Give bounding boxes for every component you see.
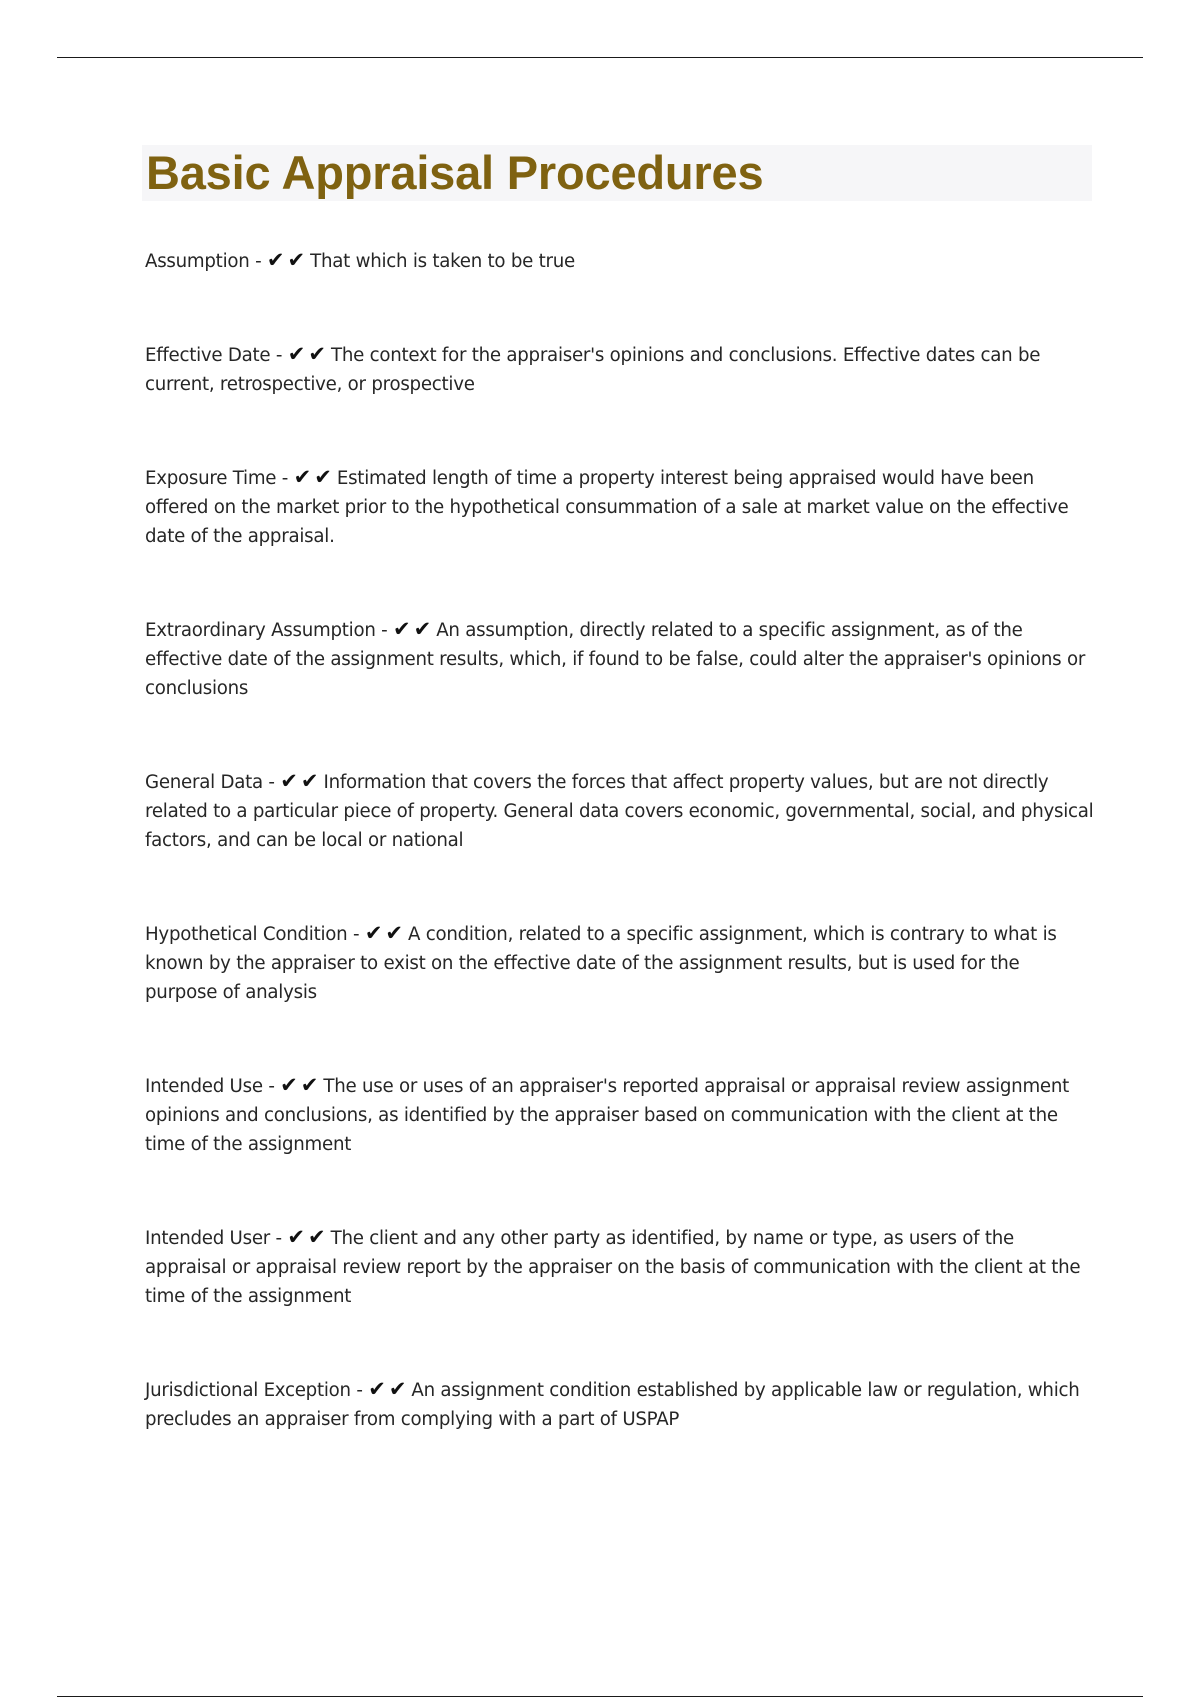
definition-entry-hypothetical-condition xyxy=(145,919,1095,1007)
definition-entry-exposure-time xyxy=(145,463,1095,551)
entry-separator: - xyxy=(270,1228,288,1249)
top-rule xyxy=(57,57,1143,58)
entry-definition: The context for the appraiser's opinions and conclusions. Effective dates can be current, retrospective, or prospective xyxy=(145,345,1041,395)
definition-entry-general-data xyxy=(145,767,1095,855)
entry-term: Intended User xyxy=(145,1228,271,1249)
definition-entry-jurisdictional-exception xyxy=(145,1375,1095,1434)
entry-term: Jurisdictional Exception xyxy=(145,1380,351,1401)
entry-definition: A condition, related to a specific assignment, which is contrary to what is known by the appraiser to exist on the effective date of the assignment results, but is used for the purpose of analysis xyxy=(145,924,1057,1003)
entry-definition: That which is taken to be true xyxy=(310,251,575,272)
double-check-icon: ✔✔ xyxy=(393,617,435,641)
definition-entry-assumption xyxy=(145,246,1095,276)
entry-separator: - xyxy=(276,468,294,489)
page-title: Basic Appraisal Procedures xyxy=(146,146,764,199)
definitions-list xyxy=(145,246,1095,1434)
double-check-icon: ✔✔ xyxy=(293,465,335,489)
definition-entry-extraordinary-assumption xyxy=(145,615,1095,703)
entry-separator: - xyxy=(350,1380,369,1401)
entry-term: General Data xyxy=(145,772,263,793)
definition-entry-intended-user xyxy=(145,1223,1095,1311)
double-check-icon: ✔✔ xyxy=(364,921,407,945)
entry-term: Effective Date xyxy=(145,345,271,366)
entry-separator: - xyxy=(375,620,393,641)
bottom-rule xyxy=(57,1696,1143,1697)
entry-term: Exposure Time xyxy=(145,468,277,489)
entry-separator: - xyxy=(262,772,281,793)
entry-term: Hypothetical Condition xyxy=(145,924,348,945)
definition-entry-intended-use xyxy=(145,1071,1095,1159)
entry-definition: An assignment condition established by applicable law or regulation, which precludes an appraiser from complying with a part of USPAP xyxy=(145,1380,1080,1430)
entry-separator: - xyxy=(262,1076,281,1097)
double-check-icon: ✔✔ xyxy=(287,342,329,366)
double-check-icon: ✔✔ xyxy=(368,1377,410,1401)
entry-separator: - xyxy=(347,924,365,945)
double-check-icon: ✔✔ xyxy=(280,1073,322,1097)
definition-entry-effective-date xyxy=(145,340,1095,399)
entry-term: Assumption xyxy=(145,251,250,272)
double-check-icon: ✔✔ xyxy=(280,769,322,793)
entry-definition: The client and any other party as identified, by name or type, as users of the appraisal or appraisal review report by the appraiser on the basis of communication with the client at the time of the assignment xyxy=(145,1228,1081,1307)
double-check-icon: ✔✔ xyxy=(266,248,309,272)
entry-definition: The use or uses of an appraiser's reported appraisal or appraisal review assignment opinions and conclusions, as identified by the appraiser based on communication with the client at the time of the assignment xyxy=(145,1076,1070,1155)
entry-separator: - xyxy=(249,251,267,272)
entry-separator: - xyxy=(270,345,288,366)
entry-term: Extraordinary Assumption xyxy=(145,620,376,641)
double-check-icon: ✔✔ xyxy=(287,1225,329,1249)
entry-definition: An assumption, directly related to a specific assignment, as of the effective date of the assignment results, which, if found to be false, could alter the appraiser's opinions or conclusions xyxy=(145,620,1086,699)
entry-definition: Information that covers the forces that affect property values, but are not directly related to a particular piece of property. General data covers economic, governmental, social, and physical factors, and can be local or national xyxy=(145,772,1094,851)
entry-term: Intended Use xyxy=(145,1076,263,1097)
entry-definition: Estimated length of time a property interest being appraised would have been offered on the market prior to the hypothetical consummation of a sale at market value on the effective date of the appraisal. xyxy=(145,468,1069,547)
